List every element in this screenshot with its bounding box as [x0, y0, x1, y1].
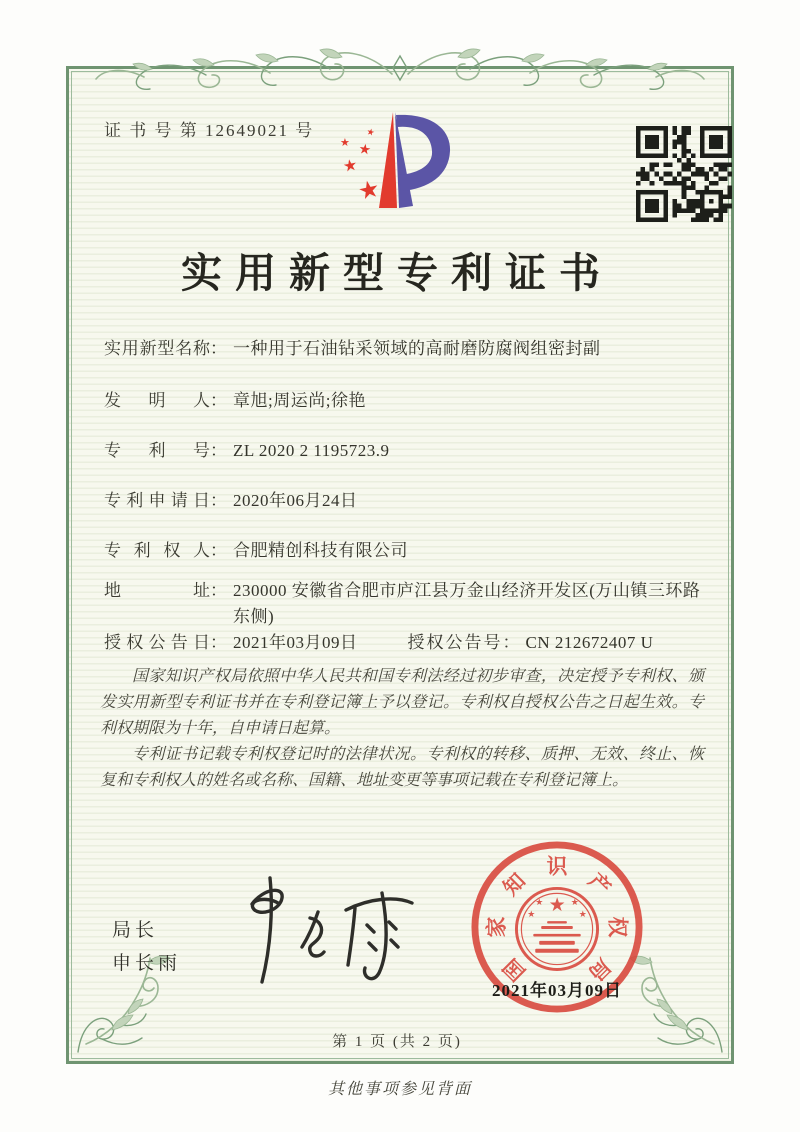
- filing-date-value: 2020年06月24日: [233, 491, 358, 510]
- svg-text:★: ★: [340, 137, 350, 149]
- top-garland-ornament: [92, 42, 708, 92]
- field-row-filing-date: [104, 488, 704, 514]
- page-number: 第 1 页 (共 2 页): [332, 1034, 462, 1050]
- field-colon: ：: [502, 633, 520, 652]
- svg-text:★: ★: [527, 909, 536, 920]
- patentee-value: 合肥精创科技有限公司: [233, 541, 408, 560]
- legal-text-block: [100, 664, 704, 794]
- svg-text:局: 局: [583, 953, 615, 985]
- svg-text:★: ★: [355, 175, 383, 206]
- field-colon: ：: [210, 633, 227, 652]
- field-label: 地址: [104, 581, 210, 600]
- field-label: 发明人: [104, 391, 210, 410]
- field-row-patentee: [104, 538, 704, 564]
- field-colon: ：: [210, 391, 227, 410]
- svg-text:★: ★: [535, 897, 544, 908]
- legal-paragraph-1: 国家知识产权局依照中华人民共和国专利法经过初步审查，决定授予专利权、颁发实用新型专利证书并在专利登记簿上予以登记。专利权自授权公告之日起生效。专利权期限为十年，自申请日起算。: [100, 668, 704, 737]
- grant-number-value: CN 212672407 U: [525, 633, 654, 652]
- director-name: 申长雨: [112, 953, 182, 974]
- field-row-name: [104, 336, 704, 362]
- field-colon: ：: [210, 491, 227, 510]
- field-row-patent-number: [104, 438, 704, 464]
- field-label: 专利权人: [104, 541, 210, 560]
- svg-text:产: 产: [583, 869, 615, 901]
- qr-code: [636, 126, 732, 222]
- field-row-address: [104, 578, 704, 630]
- field-label: 专利号: [104, 441, 210, 460]
- patent-number-value: ZL 2020 2 1195723.9: [233, 441, 390, 460]
- svg-text:国: 国: [499, 953, 531, 985]
- svg-text:★: ★: [341, 156, 359, 176]
- field-label: 授权公告日: [104, 633, 210, 652]
- grant-date-value: 2021年03月09日: [233, 633, 358, 652]
- field-colon: ：: [210, 541, 227, 560]
- field-colon: ：: [210, 441, 227, 460]
- svg-text:知: 知: [499, 869, 531, 901]
- field-label: 专利申请日: [104, 491, 210, 510]
- director-block: [112, 914, 181, 980]
- seal-date: 2021年03月09日: [492, 981, 622, 1000]
- svg-text:★: ★: [578, 909, 587, 920]
- director-signature: [218, 872, 423, 990]
- director-title: 局长: [112, 920, 159, 941]
- svg-text:★: ★: [570, 897, 579, 908]
- field-label: 实用新型名称: [104, 339, 210, 358]
- svg-text:权: 权: [605, 916, 628, 938]
- svg-text:家: 家: [486, 916, 509, 938]
- certificate-title: 实用新型专利证书: [181, 250, 613, 296]
- field-row-inventors: [104, 388, 704, 414]
- grant-number-pair: [408, 630, 654, 656]
- legal-paragraph-2: 专利证书记载专利权登记时的法律状况。专利权的转移、质押、无效、终止、恢复和专利权人的姓名或名称、国籍、地址变更等事项记载在专利登记簿上。: [100, 746, 704, 789]
- certificate-number: 证 书 号 第 12649021 号: [104, 121, 315, 140]
- field-row-grant: [104, 630, 704, 656]
- field-colon: ：: [210, 339, 227, 358]
- svg-text:识: 识: [546, 856, 568, 879]
- field-label: 授权公告号: [407, 633, 503, 652]
- utility-model-name: 一种用于石油钻采领域的高耐磨防腐阀组密封副: [233, 339, 601, 358]
- field-colon: ：: [210, 581, 227, 600]
- cnipa-logo: [336, 108, 458, 218]
- svg-text:★: ★: [548, 895, 566, 917]
- svg-text:★: ★: [365, 126, 376, 138]
- svg-text:★: ★: [357, 142, 372, 159]
- address-value: 230000 安徽省合肥市庐江县万金山经济开发区(万山镇三环路东侧): [233, 581, 701, 626]
- back-note: 其他事项参见背面: [327, 1081, 472, 1098]
- inventors-value: 章旭;周运尚;徐艳: [233, 391, 366, 410]
